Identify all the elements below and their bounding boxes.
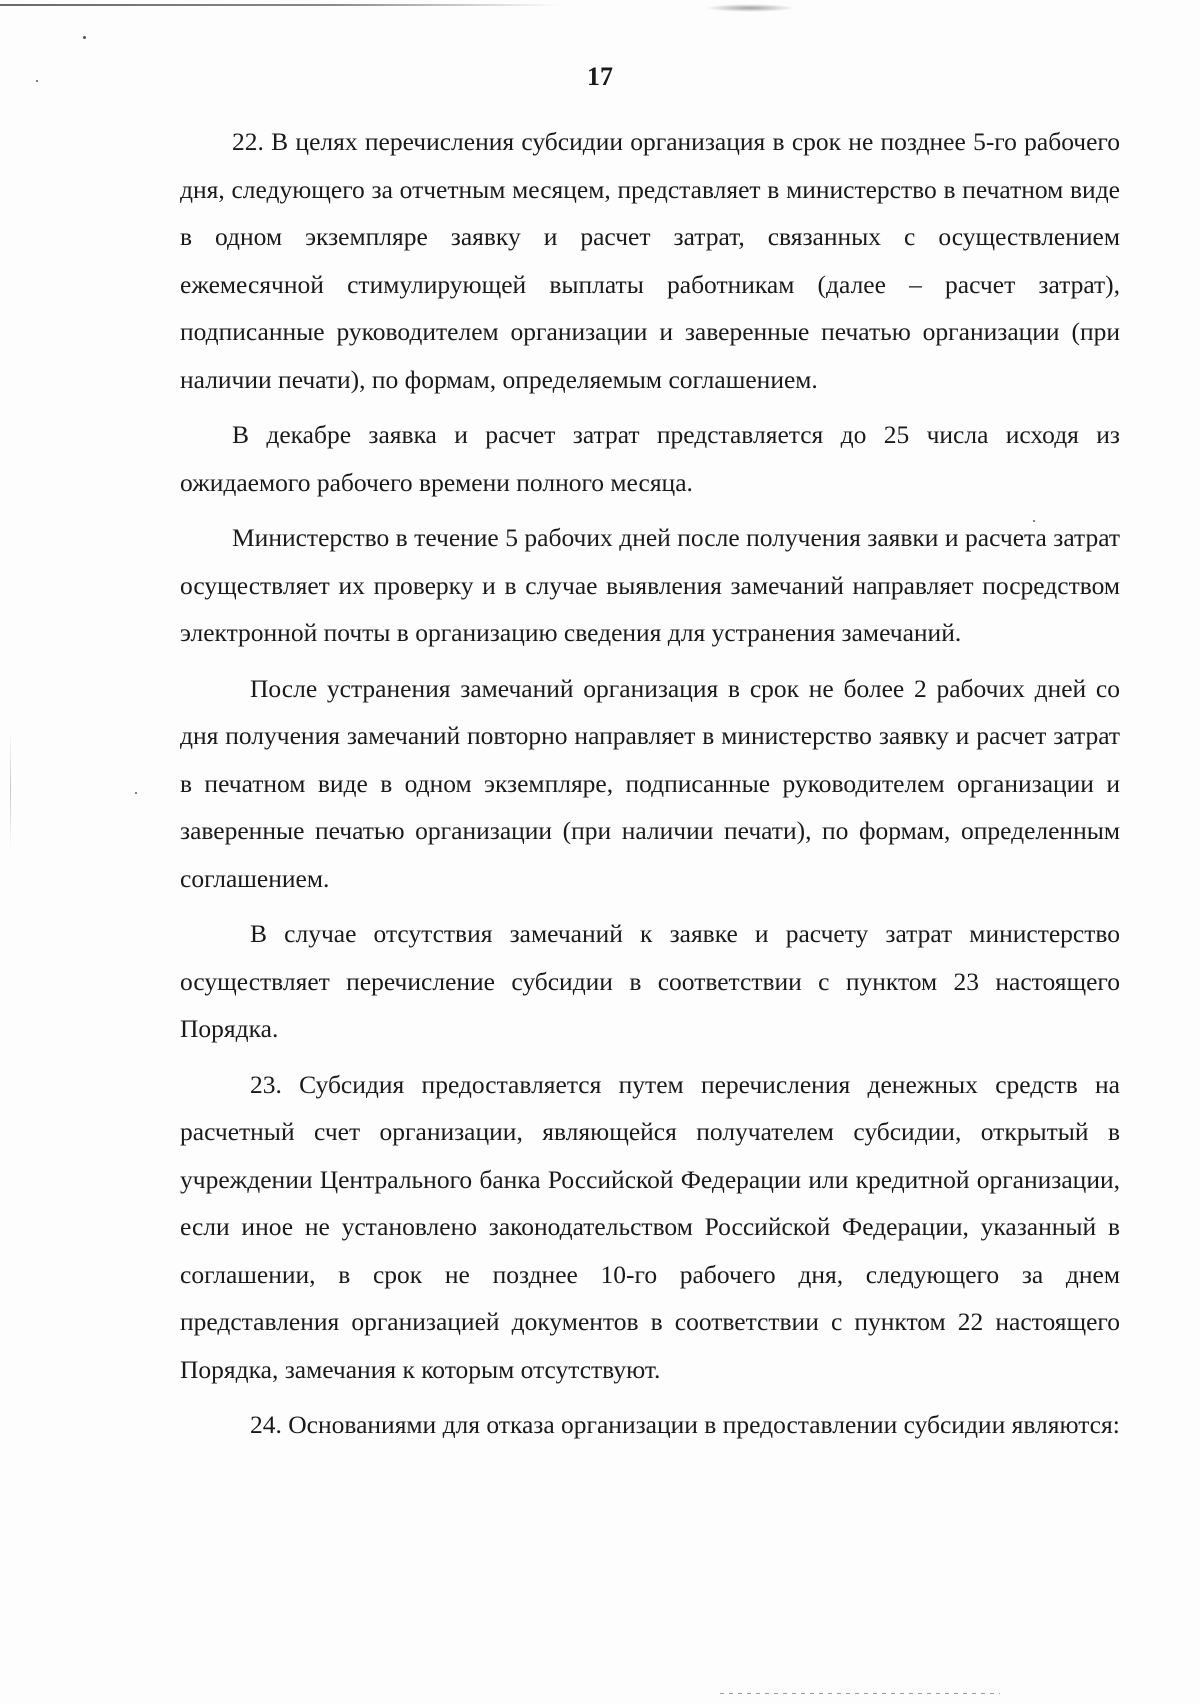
scan-artifact-speck [135,792,137,794]
paragraph-24: 24. Основаниями для отказа организации в предоставлении субсидии являются: [250,1410,1120,1439]
paragraph-no-remarks: В случае отсутствия замечаний к заявке и расчету затрат министерство осуществляет перечисление субсидии в соответствии с пунктом 23 настоящего Порядка. [180,919,1120,1043]
document-body [180,118,1120,1457]
paragraph-23: 23. Субсидия предоставляется путем перечисления денежных средств на расчетный счет организации, являющейся получателем субсидии, открытый в учреждении Центрального банка Российской Федерации или кредитной организации, если иное не установлено законодательством Российской Федерации, указанный в соглашении, в срок не позднее 10-го рабочего дня, следующего за днем представления организацией документов в соответствии с пунктом 22 настоящего Порядка, замечания к которым отсутствуют. [180,1069,1120,1384]
paragraph-december-deadline: В декабре заявка и расчет затрат представляется до 25 числа исходя из ожидаемого рабочего времени полного месяца. [180,420,1120,497]
scan-artifact-smudge [705,4,795,12]
paragraph-ministry-review: Министерство в течение 5 рабочих дней после получения заявки и расчета затрат осуществляет их проверку и в случае выявления замечаний направляет посредством электронной почты в организацию сведения для устранения замечаний. [180,523,1120,647]
scan-artifact-speck [83,36,86,39]
scan-artifact-top-line [0,4,560,6]
paragraph-22: 22. В целях перечисления субсидии организация в срок не позднее 5-го рабочего дня, следующего за отчетным месяцем, представляет в министерство в печатном виде в одном экземпляре заявку и расчет затрат, связанных с осуществлением ежемесячной стимулирующей выплаты работникам (далее – расчет затрат), подписанные руководителем организации и заверенные печатью организации (при наличии печати), по формам, определяемым соглашением. [180,127,1120,394]
scan-artifact-left-edge [10,730,11,850]
page-number: 17 [587,62,613,91]
scan-artifact-bottom-line [720,1693,1000,1694]
paragraph-resubmission: После устранения замечаний организация в срок не более 2 рабочих дней со дня получения замечаний повторно направляет в министерство заявку и расчет затрат в печатном виде в одном экземпляре, подписанные руководителем организации и заверенные печатью организации (при наличии печати), по формам, определенным соглашением. [180,673,1120,893]
